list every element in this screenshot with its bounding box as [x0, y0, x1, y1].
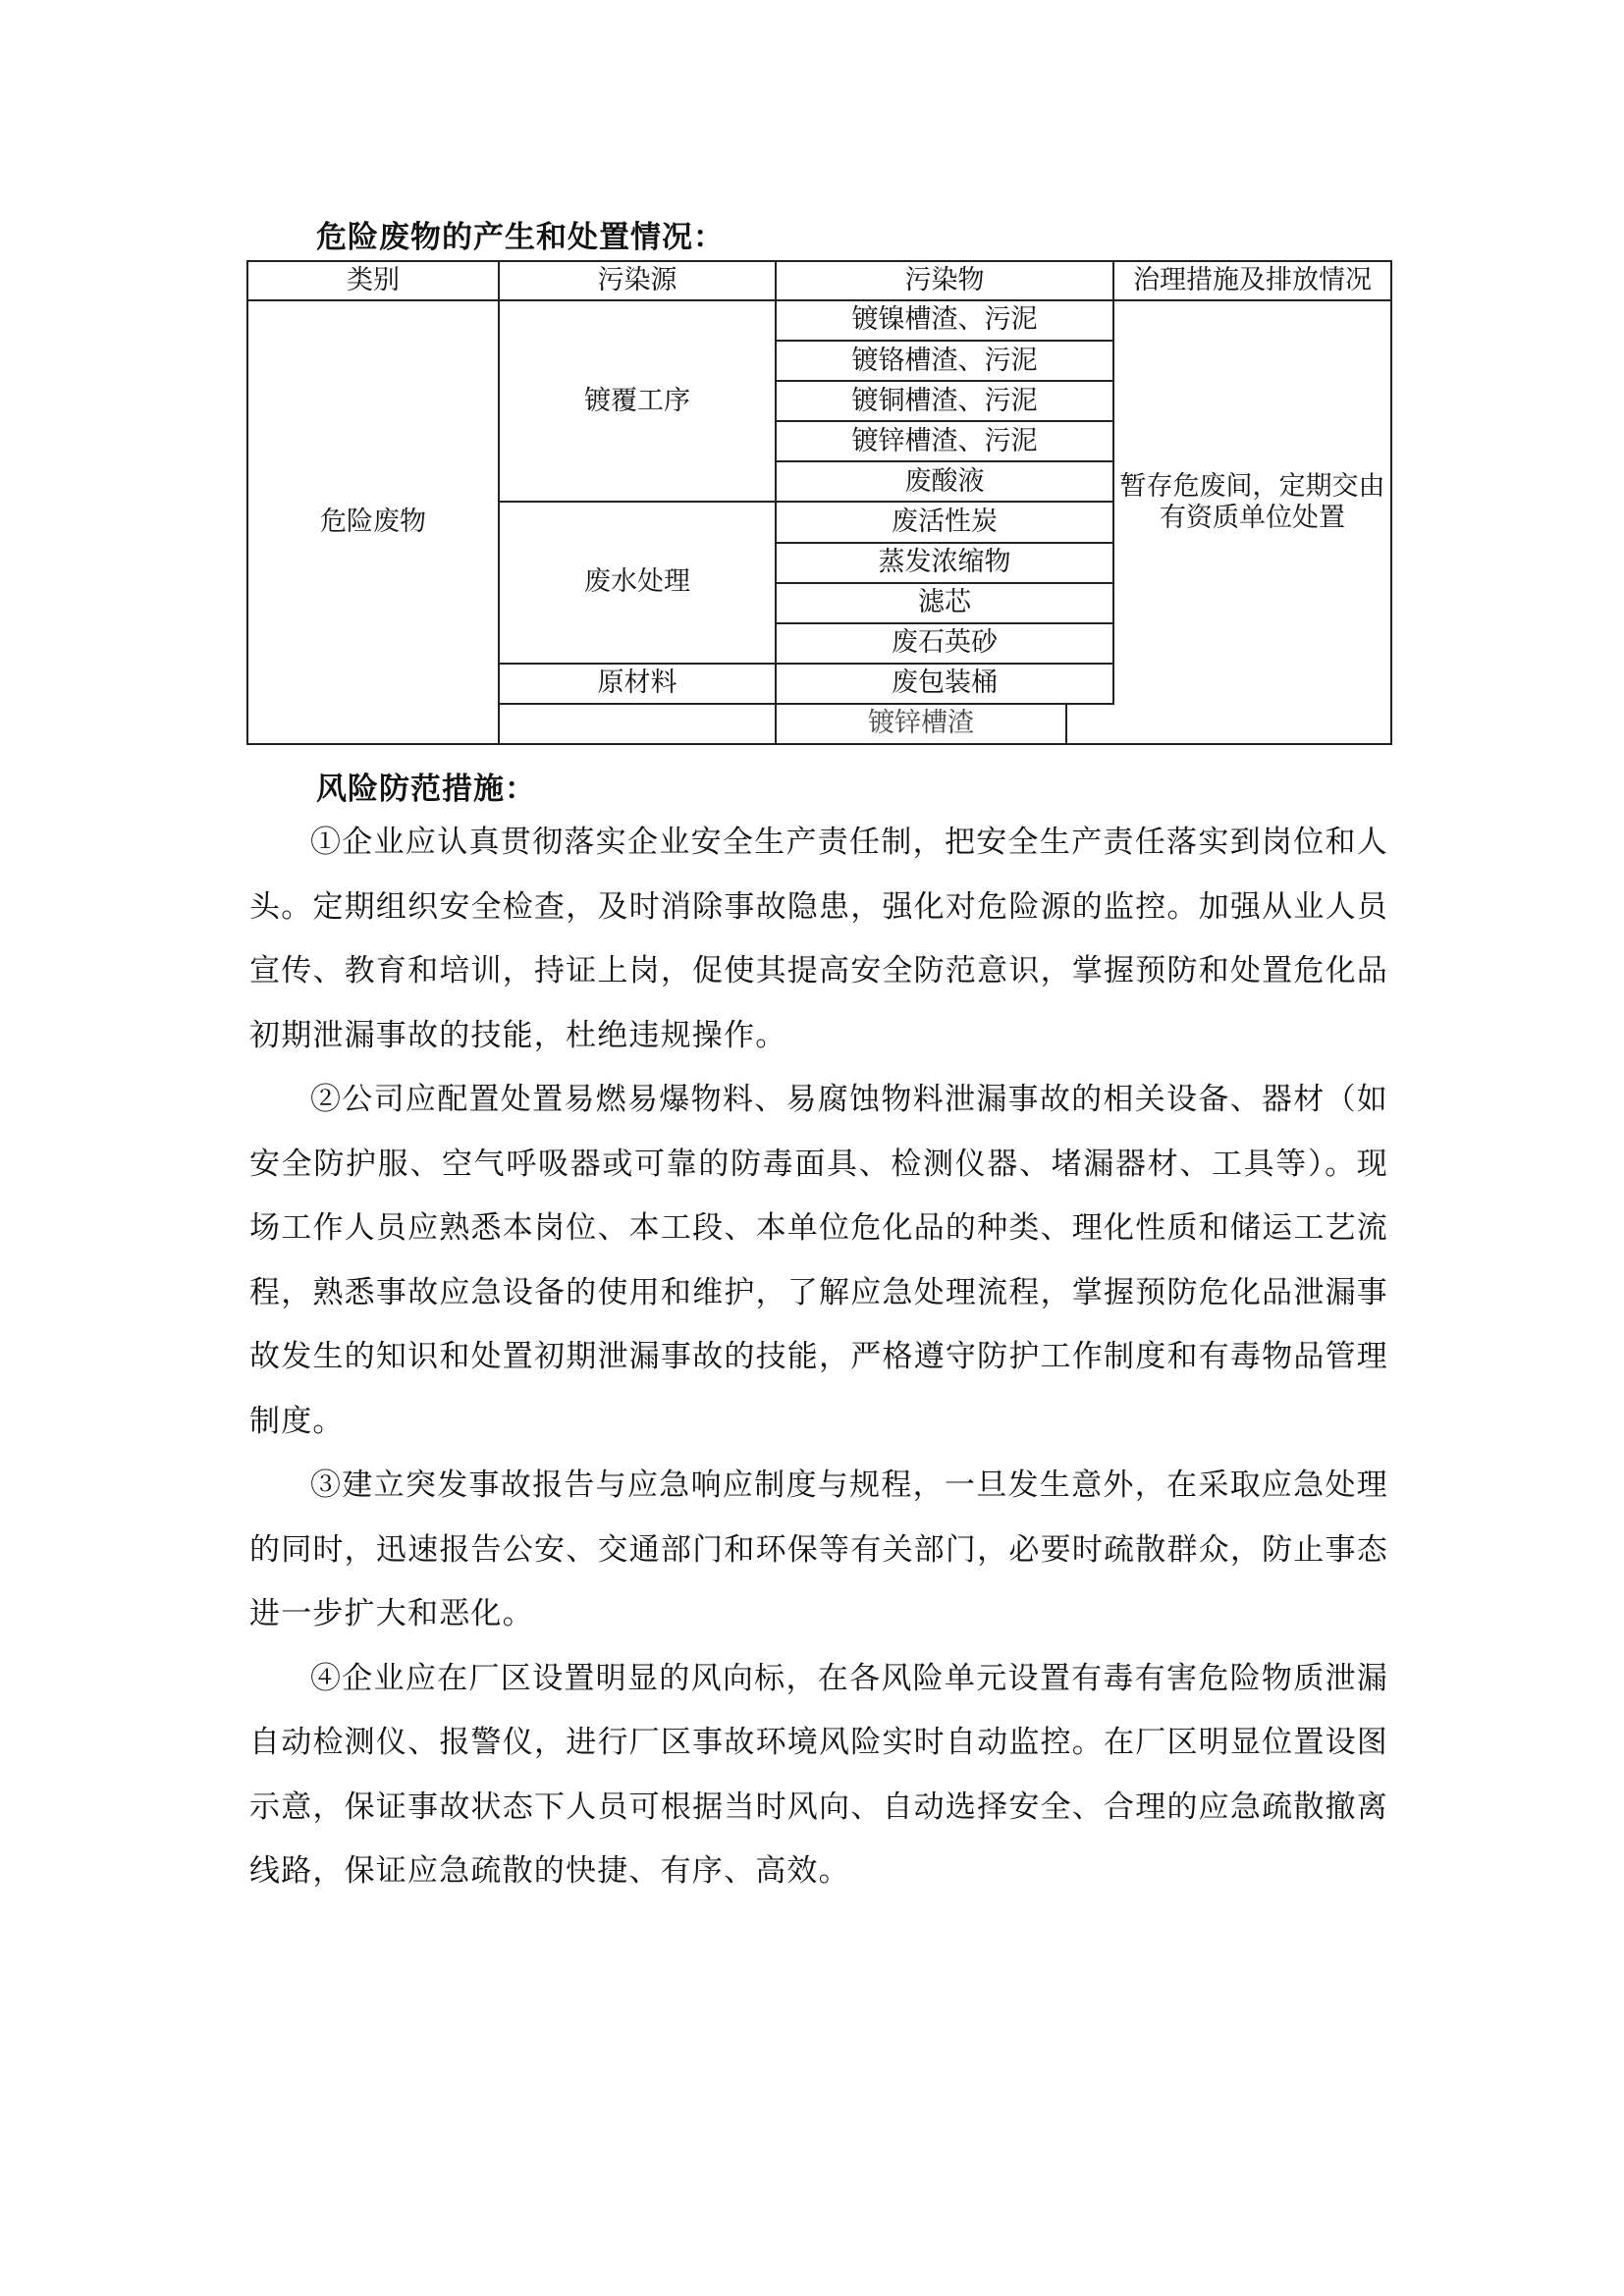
header-pollutant: 污染物	[776, 261, 1113, 300]
source-cell-plating: 镀覆工序	[499, 300, 776, 502]
pollutant-cell: 废酸液	[776, 461, 1113, 502]
risk-measures-title: 风险防范措施：	[316, 772, 536, 807]
source-cell-empty	[499, 704, 776, 744]
paragraph: ④企业应在厂区设置明显的风向标，在各风险单元设置有毒有害危险物质泄漏自动检测仪、报警仪，进行厂区事故环境风险实时自动监控。在厂区明显位置设图示意，保证事故状态下人员可根据当时风向、自动选择安全、合理的应急疏散撤离线路，保证应急疏散的快捷、有序、高效。	[249, 1660, 1388, 1889]
source-cell-raw-material: 原材料	[499, 664, 776, 704]
source-cell-wastewater: 废水处理	[499, 502, 776, 663]
pollutant-cell: 蒸发浓缩物	[776, 543, 1113, 583]
header-treatment: 治理措施及排放情况	[1113, 261, 1391, 300]
pollutant-cell: 镀镍槽渣、污泥	[776, 300, 1113, 341]
pollutant-cell: 镀铜槽渣、污泥	[776, 381, 1113, 421]
pollutant-cell: 镀锌槽渣、污泥	[776, 421, 1113, 461]
category-cell: 危险废物	[247, 300, 499, 744]
paragraph: ②公司应配置处置易燃易爆物料、易腐蚀物料泄漏事故的相关设备、器材（如安全防护服、空气呼吸器或可靠的防毒面具、检测仪器、堵漏器材、工具等）。现场工作人员应熟悉本岗位、本工段、本单位危化品的种类、理化性质和储运工艺流程，熟悉事故应急设备的使用和维护，了解应急处理流程，掌握预防危化品泄漏事故发生的知识和处置初期泄漏事故的技能，严格遵守防护工作制度和有毒物品管理制度。	[249, 1082, 1388, 1439]
hazardous-waste-table	[246, 260, 1392, 745]
table-header-row	[247, 261, 1391, 300]
paragraph: ③建立突发事故报告与应急响应制度与规程，一旦发生意外，在采取应急处理的同时，迅速报告公安、交通部门和环保等有关部门，必要时疏散群众，防止事态进一步扩大和恶化。	[249, 1468, 1388, 1631]
pollutant-cell: 镀铬槽渣、污泥	[776, 341, 1113, 381]
pollutant-cell: 镀锌槽渣	[776, 704, 1066, 744]
risk-measures-body	[249, 811, 1388, 1904]
header-category: 类别	[247, 261, 499, 300]
pollutant-cell: 废活性炭	[776, 502, 1113, 542]
header-source: 污染源	[499, 261, 776, 300]
blank-cell	[1066, 704, 1391, 744]
pollutant-cell: 废石英砂	[776, 623, 1113, 664]
pollutant-cell: 废包装桶	[776, 664, 1113, 704]
table-row	[247, 300, 1391, 341]
hazardous-waste-title: 危险废物的产生和处置情况：	[316, 220, 725, 255]
pollutant-cell: 滤芯	[776, 583, 1113, 623]
treatment-cell: 暂存危废间，定期交由有资质单位处置	[1113, 300, 1391, 704]
paragraph: ①企业应认真贯彻落实企业安全生产责任制，把安全生产责任落实到岗位和人头。定期组织安全检查，及时消除事故隐患，强化对危险源的监控。加强从业人员宣传、教育和培训，持证上岗，促使其提高安全防范意识，掌握预防和处置危化品初期泄漏事故的技能，杜绝违规操作。	[249, 825, 1388, 1053]
